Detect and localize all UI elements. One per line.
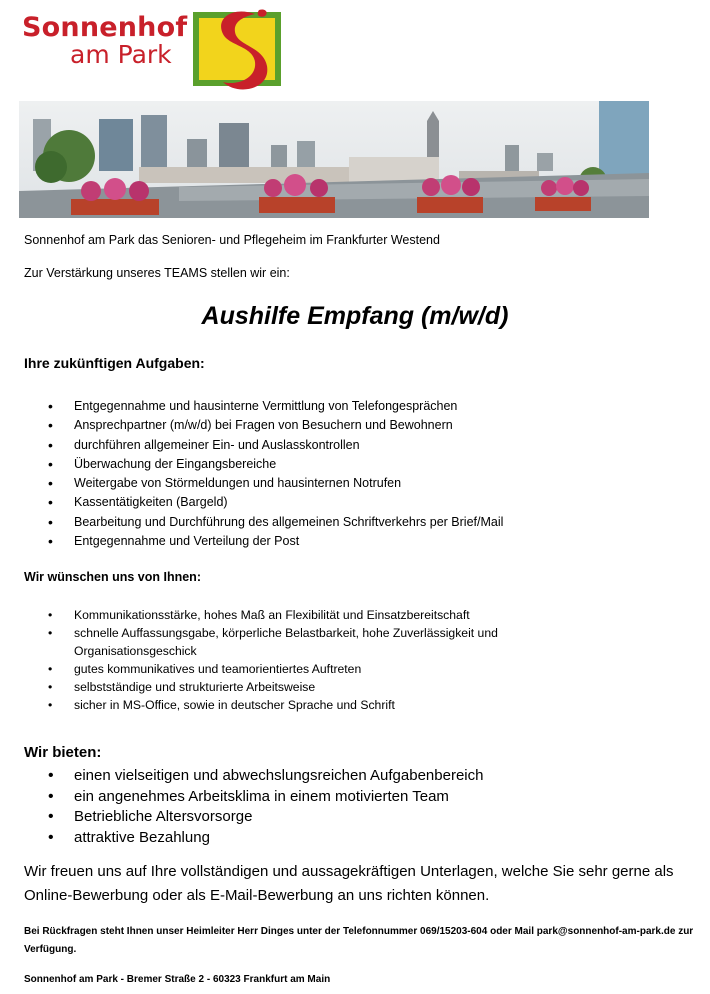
contact-note: Bei Rückfragen steht Ihnen unser Heimleiter Herr Dinges unter der Telefonnummer 069/15203-604 oder Mail park@sonnenhof-am-park.de zur Verfügung. [24, 926, 694, 955]
closing-text: Wir freuen uns auf Ihre vollständigen und aussagekräftigen Unterlagen, welche Sie sehr gerne als Online-Bewerbung oder als E-Mail-Bewerbung an uns richten können. [24, 863, 674, 904]
list-item: • durchführen allgemeiner Ein- und Auslasskontrollen [24, 436, 664, 455]
intro-text: Sonnenhof am Park das Senioren- und Pflegeheim im Frankfurter Westend [24, 233, 440, 247]
list-item: • Entgegennahme und hausinterne Vermittlung von Telefongesprächen [24, 397, 664, 416]
list-item: • attraktive Bezahlung [24, 828, 664, 849]
list-item: • Ansprechpartner (m/w/d) bei Fragen von Besuchern und Bewohnern [24, 416, 664, 435]
list-item: • Bearbeitung und Durchführung des allgemeinen Schriftverkehrs per Brief/Mail [24, 513, 664, 532]
list-item: • gutes kommunikatives und teamorientiertes Auftreten [24, 660, 584, 678]
wishes-list [24, 606, 584, 714]
skyline-banner-image [19, 101, 649, 218]
list-item: • Entgegennahme und Verteilung der Post [24, 532, 664, 551]
company-logo [20, 6, 290, 98]
wishes-heading: Wir wünschen uns von Ihnen: [24, 570, 201, 584]
list-item: • Weitergabe von Störmeldungen und hausinternen Notrufen [24, 474, 664, 493]
list-item: • einen vielseitigen und abwechslungsreichen Aufgabenbereich [24, 766, 664, 787]
offers-list [24, 766, 664, 848]
tasks-heading: Ihre zukünftigen Aufgaben: [24, 355, 205, 371]
teams-line: Zur Verstärkung unseres TEAMS stellen wir ein: [24, 266, 290, 280]
list-item: • Kassentätigkeiten (Bargeld) [24, 493, 664, 512]
logo-text-line2: am Park [70, 40, 172, 69]
list-item: • schnelle Auffassungsgabe, körperliche Belastbarkeit, hohe Zuverlässigkeit und Organisationsgeschick [24, 624, 584, 660]
list-item: • ein angenehmes Arbeitsklima in einem motivierten Team [24, 787, 664, 808]
list-item: • sicher in MS-Office, sowie in deutscher Sprache und Schrift [24, 696, 584, 714]
job-title: Aushilfe Empfang (m/w/d) [201, 302, 509, 330]
logo-s-mark-icon [193, 6, 285, 98]
list-item: • selbstständige und strukturierte Arbeitsweise [24, 678, 584, 696]
list-item: • Überwachung der Eingangsbereiche [24, 455, 664, 474]
offers-heading: Wir bieten: [24, 744, 102, 761]
list-item: • Betriebliche Altersvorsorge [24, 807, 664, 828]
list-item: • Kommunikationsstärke, hohes Maß an Flexibilität und Einsatzbereitschaft [24, 606, 584, 624]
logo-text-line1: Sonnenhof [22, 12, 188, 43]
address-line: Sonnenhof am Park - Bremer Straße 2 - 60323 Frankfurt am Main [24, 974, 331, 985]
tasks-list [24, 397, 664, 551]
